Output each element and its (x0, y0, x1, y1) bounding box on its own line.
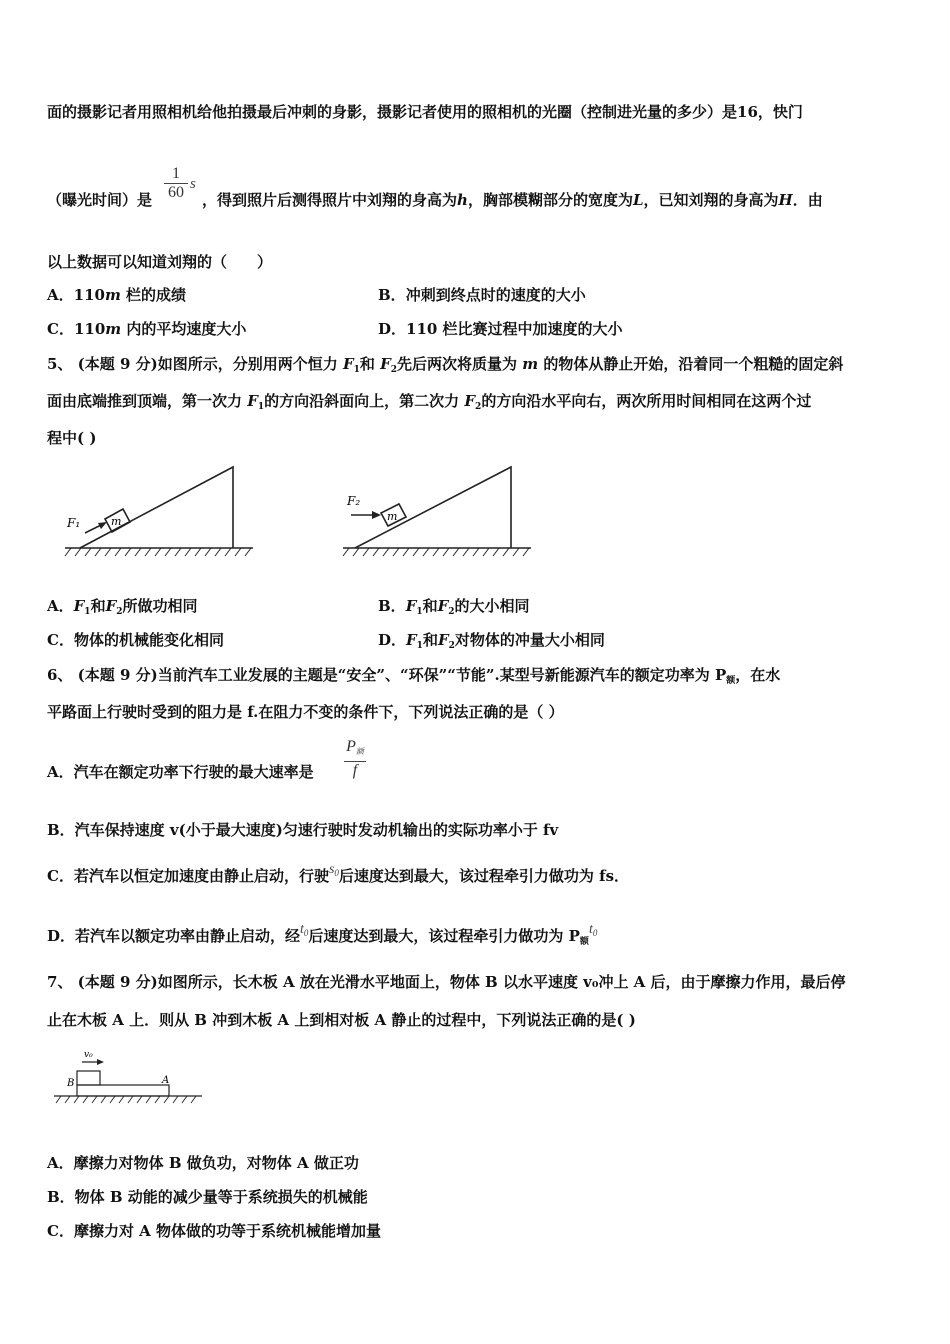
q7-b-label: B (67, 1078, 75, 1089)
q6-option-b: B．汽车保持速度 v(小于最大速度)匀速行驶时发动机输出的实际功率小于 fv (47, 821, 559, 839)
q4-time-unit: s (190, 176, 196, 192)
fig1-mass-label: m (111, 515, 122, 528)
q4-time-fraction: 1 60 (164, 165, 188, 202)
q5-option-b: B．$F_1$和$F_2$的大小相同 (378, 597, 530, 617)
q4-option-a: A．110m 栏的成绩 (47, 286, 187, 304)
q6-line-2: 平路面上行驶时受到的阻力是 f.在阻力不变的条件下，下列说法正确的是（ ） (47, 703, 564, 721)
q5-option-a: A．$F_1$和$F_2$所做功相同 (47, 597, 198, 617)
q7-option-a: A．摩擦力对物体 B 做负功，对物体 A 做正功 (47, 1154, 359, 1172)
fig2-mass-label: m (387, 510, 398, 523)
q4-line-2: （曝光时间）是 ，得到照片后测得照片中刘翔的身高为h，胸部模糊部分的宽度为L，已知刘翔的身高为H．由 (47, 191, 823, 209)
q4-option-c: C．110m 内的平均速度大小 (47, 320, 247, 338)
q5-line-3: 程中( ) (47, 429, 97, 447)
q5-option-c: C．物体的机械能变化相同 (47, 631, 224, 649)
q4-line-1: 面的摄影记者用照相机给他拍摄最后冲刺的身影，摄影记者使用的照相机的光圈（控制进光量的多少）是16，快门 (47, 103, 803, 121)
q5-line-1: 5、 (本题 9 分)如图所示，分别用两个恒力 $F_1$和 $F_2$先后两次将质量为 m 的物体从静止开始，沿着同一个粗糙的固定斜 (47, 355, 844, 375)
q7-line-1: 7、 (本题 9 分)如图所示，长木板 A 放在光滑水平地面上，物体 B 以水平速度 v₀冲上 A 后，由于摩擦力作用，最后停 (47, 973, 846, 991)
fig1-force-label: F₁ (67, 516, 81, 530)
fig2-force-label: F₂ (347, 494, 361, 508)
q6-line-1: 6、 (本题 9 分)当前汽车工业发展的主题是“安全”、“环保”“节能”.某型号新能源汽车的额定功率为 $P_额$，在水 (47, 666, 781, 686)
q5-option-d: D．$F_1$和$F_2$对物体的冲量大小相同 (378, 631, 605, 651)
q6-option-c: C．若汽车以恒定加速度由静止启动，行驶$s_0$后速度达到最大，该过程牵引力做功为 fs． (47, 862, 630, 885)
q4-option-b: B．冲刺到终点时的速度的大小 (378, 286, 586, 304)
q7-v0-label: v₀ (84, 1050, 93, 1060)
q6-option-d: D．若汽车以额定功率由静止启动，经$t_0$后速度达到最大，该过程牵引力做功为 $P_额t_0$ (47, 922, 598, 947)
q6-max-speed-fraction: $P_额$ f (344, 738, 366, 780)
q7-a-label: A (162, 1075, 170, 1086)
q5-figure-incline-1 (55, 462, 255, 564)
q7-option-c: C．摩擦力对 A 物体做的功等于系统机械能增加量 (47, 1222, 382, 1240)
q5-figure-incline-2 (335, 462, 535, 564)
q5-line-2: 面由底端推到顶端，第一次力 $F_1$的方向沿斜面向上，第二次力 $F_2$的方向沿水平向右，两次所用时间相同在这两个过 (47, 392, 812, 412)
q4-option-d: D．110 栏比赛过程中加速度的大小 (378, 320, 623, 338)
q7-line-2: 止在木板 A 上．则从 B 冲到木板 A 上到相对板 A 静止的过程中，下列说法正确的是( ) (47, 1011, 636, 1029)
q4-line-3: 以上数据可以知道刘翔的（ ） (47, 253, 273, 271)
q6-option-a: A．汽车在额定功率下行驶的最大速率是 (47, 763, 314, 781)
q7-figure-board (52, 1046, 204, 1106)
q7-option-b: B．物体 B 动能的减少量等于系统损失的机械能 (47, 1188, 368, 1206)
